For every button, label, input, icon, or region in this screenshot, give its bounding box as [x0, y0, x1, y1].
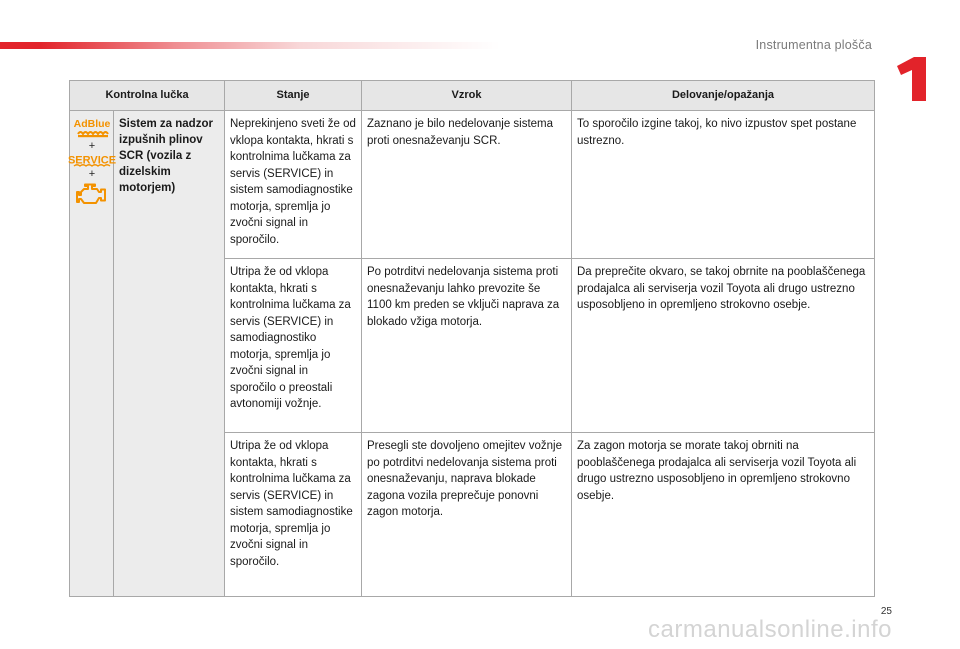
- cause-cell: Zaznano je bilo nedelovanje sistema proti onesnaževanju SCR.: [362, 111, 572, 259]
- page-number: 25: [880, 606, 892, 617]
- column-header-action: Delovanje/opažanja: [572, 81, 875, 111]
- action-cell: Za zagon motorja se morate takoj obrniti na pooblaščenega prodajalca ali serviserja vozil Toyota ali drugo ustrezno usposobljeno in opremljeno strokovno osebje.: [572, 433, 875, 597]
- svg-text:1: 1: [894, 55, 895, 56]
- service-icon: [67, 152, 117, 168]
- state-cell: Utripa že od vklopa kontakta, hkrati s kontrolnima lučkama za servis (SERVICE) in sistem samodiagnostike motorja, spremlja jo zvočni signal in sporočilo.: [225, 433, 362, 597]
- plus-sign: +: [88, 140, 96, 152]
- engine-check-icon: [75, 183, 109, 207]
- adblue-icon: [72, 116, 112, 140]
- state-cell: Utripa že od vklopa kontakta, hkrati s kontrolnima lučkama za servis (SERVICE) in samodiagnostiko motorja, spremlja jo zvočni signal in sporočilo o preostali avtonomiji vožnje.: [225, 259, 362, 433]
- state-cell: Neprekinjeno sveti že od vklopa kontakta, hkrati s kontrolnima lučkama za servis (SERVICE) in sistem samodiagnostike motorja, spremlja jo zvočni signal in sporočilo.: [225, 111, 362, 259]
- header-accent-bar: [0, 42, 500, 49]
- watermark: carmanualsonline.info: [648, 616, 892, 643]
- warning-lights-table: [69, 80, 875, 597]
- action-cell: To sporočilo izgine takoj, ko nivo izpustov spet postane ustrezno.: [572, 111, 875, 259]
- column-header-cause: Vzrok: [362, 81, 572, 111]
- column-header-state: Stanje: [225, 81, 362, 111]
- svg-text:AdBlue: AdBlue: [73, 118, 111, 130]
- table-row: [70, 111, 875, 259]
- section-title: Instrumentna plošča: [755, 38, 872, 52]
- column-header-warning-light: Kontrolna lučka: [70, 81, 225, 111]
- warning-icons-cell: [67, 111, 117, 597]
- system-name: Sistem za nadzor izpušnih plinov SCR (vozila z dizelskim motorjem): [114, 111, 225, 597]
- plus-sign: +: [88, 168, 96, 180]
- cause-cell: Po potrditvi nedelovanja sistema proti onesnaževanju lahko prevozite še 1100 km preden se vključi naprava za blokado vžiga motorja.: [362, 259, 572, 433]
- action-cell: Da preprečite okvaro, se takoj obrnite na pooblaščenega prodajalca ali serviserja vozil Toyota ali drugo ustrezno usposobljeno in opremljeno strokovno osebje.: [572, 259, 875, 433]
- table-header-row: [70, 81, 875, 111]
- svg-text:SERVICE: SERVICE: [67, 154, 117, 167]
- chapter-number: [894, 55, 932, 103]
- cause-cell: Presegli ste dovoljeno omejitev vožnje po potrditvi nedelovanja sistema proti onesnaževanju, naprava blokade zagona vozila preprečuje ponovni zagon motorja.: [362, 433, 572, 597]
